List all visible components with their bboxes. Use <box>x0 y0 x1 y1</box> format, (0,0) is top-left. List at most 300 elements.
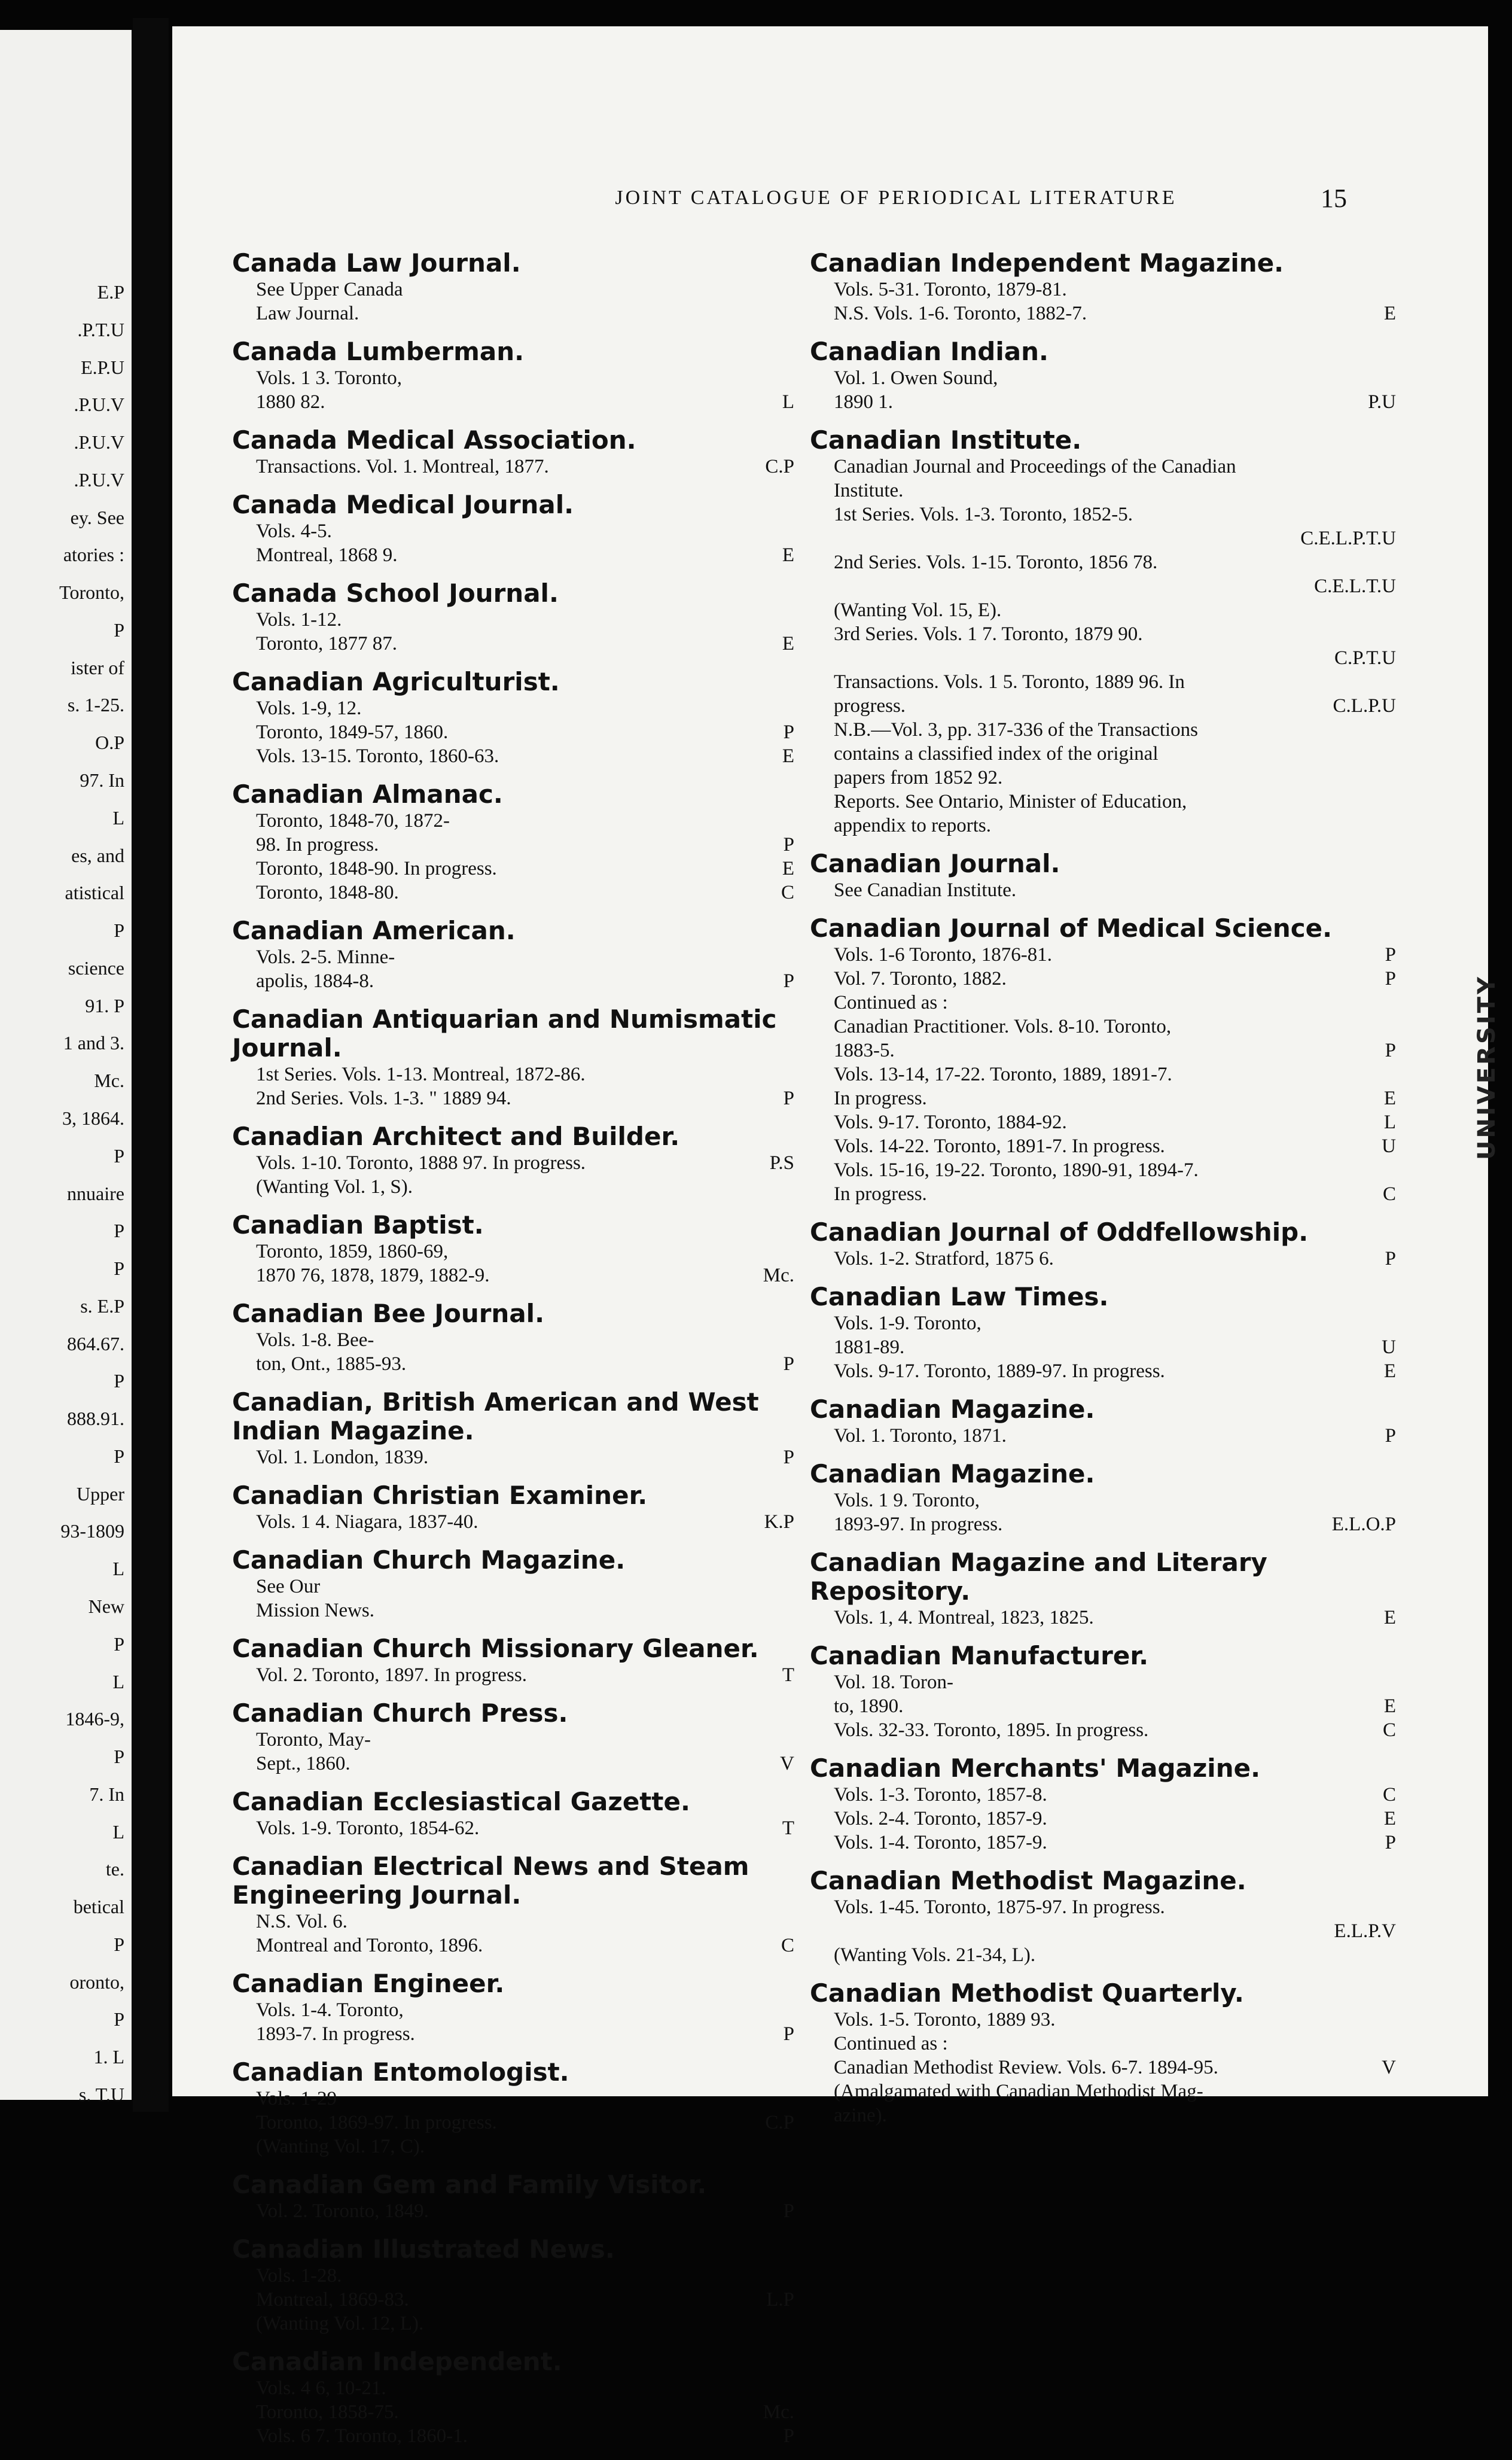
margin-fragment: P <box>114 619 124 641</box>
margin-fragment: ister of <box>71 656 124 678</box>
margin-fragment: 93-1809 <box>60 1520 124 1542</box>
catalogue-entry <box>810 1460 1396 1536</box>
margin-fragment: nnuaire <box>67 1182 124 1204</box>
entry-detail: Toronto, 1848-70, 1872- <box>256 810 450 832</box>
side-stamp-text: UNIVERSITY <box>1473 975 1501 1160</box>
entry-line <box>810 526 1396 550</box>
catalogue-entry <box>232 491 794 567</box>
entry-line <box>232 2135 794 2158</box>
entry-detail: ton, Ont., 1885-93. <box>256 1353 407 1375</box>
entry-title: Canadian Electrical News and Steam Engineering Journal. <box>232 1852 749 1910</box>
margin-fragment: .P.T.U <box>77 318 124 340</box>
entry-detail: Vols. 4 6, 10-21. <box>256 2377 386 2399</box>
entry-line <box>232 390 794 414</box>
library-symbols: C.P <box>765 456 794 477</box>
catalogue-entry <box>232 1481 794 1534</box>
entry-detail: Vols. 13-15. Toronto, 1860-63. <box>256 745 499 767</box>
entry-detail: 2nd Series. Vols. 1-15. Toronto, 1856 78. <box>834 552 1158 573</box>
library-symbols: C <box>781 882 794 903</box>
margin-fragment: atistical <box>65 882 124 904</box>
catalogue-entry <box>232 337 794 414</box>
entry-title: Canadian Methodist Magazine. <box>810 1866 1246 1895</box>
entry-title: Canadian Ecclesiastical Gazette. <box>232 1787 690 1816</box>
margin-fragment: P <box>114 1220 124 1242</box>
left-column <box>232 249 794 2460</box>
entry-detail: Vols. 1-2. Stratford, 1875 6. <box>834 1248 1054 1269</box>
margin-fragment: 7. In <box>89 1783 124 1805</box>
catalogue-entry <box>232 917 794 993</box>
entry-detail: Vols. 1 4. Niagara, 1837-40. <box>256 1511 478 1533</box>
entry-title: Canadian Almanac. <box>232 780 503 809</box>
margin-fragment: 91. P <box>85 994 124 1016</box>
catalogue-entry <box>810 426 1396 838</box>
entry-line <box>810 1424 1396 1448</box>
entry-detail: (Amalgamated with Canadian Methodist Mag- <box>834 2081 1203 2102</box>
margin-fragment: P <box>114 1633 124 1655</box>
catalogue-entry <box>232 780 794 905</box>
entry-title: Canadian Architect and Builder. <box>232 1122 680 1151</box>
library-symbols: E <box>782 858 794 879</box>
library-symbols: P.S <box>769 1152 794 1174</box>
library-symbols: Mc. <box>763 2401 794 2423</box>
entry-line <box>810 366 1396 390</box>
library-symbols: C <box>1382 1183 1396 1205</box>
entry-detail: (Wanting Vol. 12, L). <box>256 2313 424 2334</box>
entry-detail: In progress. <box>834 1088 927 1109</box>
entry-line <box>810 2008 1396 2032</box>
margin-fragment: L <box>112 1820 124 1843</box>
catalogue-entry <box>810 914 1396 1206</box>
entry-title: Canadian Antiquarian and Numismatic Journal. <box>232 1004 777 1062</box>
library-symbols: U <box>1382 1336 1396 1358</box>
entry-detail: Vols. 9-17. Toronto, 1884-92. <box>834 1112 1067 1133</box>
catalogue-entry <box>232 1211 794 1287</box>
entry-detail: Transactions. Vols. 1 5. Toronto, 1889 96. In <box>834 671 1185 693</box>
library-symbols: C <box>781 1935 794 1956</box>
entry-detail: Vols. 9-17. Toronto, 1889-97. In progress. <box>834 1360 1165 1382</box>
entry-line <box>232 1599 794 1622</box>
entry-detail: Vols. 6 7. Toronto, 1860-1. <box>256 2425 468 2447</box>
catalogue-entry <box>232 1005 794 1110</box>
entry-line <box>810 550 1396 574</box>
entry-line <box>810 1247 1396 1271</box>
entry-detail: See Our <box>256 1576 321 1597</box>
entry-line <box>810 1488 1396 1512</box>
library-symbols: E <box>1383 1360 1396 1382</box>
entry-title: Canadian Journal of Medical Science. <box>810 914 1333 943</box>
catalogue-entry <box>810 1395 1396 1448</box>
catalogue-entry <box>232 1546 794 1622</box>
entry-detail: Vols. 1-4. Toronto, <box>256 1999 404 2021</box>
entry-line <box>810 1783 1396 1807</box>
entry-line <box>232 2400 794 2424</box>
entry-line <box>810 302 1396 325</box>
catalogue-entry <box>810 1218 1396 1271</box>
entry-line <box>232 1062 794 1086</box>
entry-line <box>232 1998 794 2022</box>
catalogue-entry <box>232 1634 794 1687</box>
entry-line <box>810 670 1396 694</box>
entry-title: Canadian Merchants' Magazine. <box>810 1753 1261 1783</box>
entry-detail: 98. In progress. <box>256 834 379 855</box>
entry-title: Canadian Independent Magazine. <box>810 248 1284 278</box>
entry-line <box>810 943 1396 967</box>
entry-detail: Transactions. Vol. 1. Montreal, 1877. <box>256 456 549 477</box>
entry-detail: Vols. 1-5. Toronto, 1889 93. <box>834 2009 1056 2030</box>
entry-detail: Vol. 2. Toronto, 1849. <box>256 2200 429 2222</box>
entry-title: Canadian Magazine. <box>810 1395 1095 1424</box>
entry-line <box>810 2056 1396 2080</box>
catalogue-entry <box>810 337 1396 414</box>
entry-detail: Vols. 15-16, 19-22. Toronto, 1890-91, 1894-7. <box>834 1159 1199 1181</box>
catalogue-entry <box>232 249 794 325</box>
entry-detail: 2nd Series. Vols. 1-3. " 1889 94. <box>256 1088 511 1109</box>
entry-line <box>810 1015 1396 1039</box>
entry-detail: Toronto, 1869-97. In progress. <box>256 2112 497 2133</box>
side-stamp <box>1469 948 1505 1187</box>
margin-fragment: L <box>112 1558 124 1580</box>
entry-detail: N.B.—Vol. 3, pp. 317-336 of the Transactions <box>834 719 1198 741</box>
library-symbols: C.E.L.P.T.U <box>1300 528 1396 549</box>
entry-line <box>810 766 1396 790</box>
entry-detail: 1870 76, 1878, 1879, 1882-9. <box>256 1265 490 1286</box>
entry-title: Canadian Law Times. <box>810 1282 1109 1311</box>
entry-line <box>810 1895 1396 1919</box>
catalogue-entry <box>232 2058 794 2158</box>
margin-fragment: E.P <box>97 281 124 303</box>
entry-line <box>810 1182 1396 1206</box>
entry-detail: (Wanting Vols. 21-34, L). <box>834 1944 1036 1966</box>
library-symbols: P <box>783 2425 794 2447</box>
entry-detail: appendix to reports. <box>834 815 992 836</box>
entry-detail: Vols. 1-9. Toronto, 1854-62. <box>256 1817 480 1839</box>
entry-detail: Toronto, 1858-75. <box>256 2401 399 2423</box>
entry-line <box>810 503 1396 526</box>
library-symbols: E <box>1383 1607 1396 1628</box>
entry-detail: Vols. 1-8. Bee- <box>256 1329 374 1351</box>
entry-detail: 1893-97. In progress. <box>834 1514 1003 1535</box>
library-symbols: E <box>782 745 794 767</box>
margin-fragment: Upper <box>77 1482 124 1505</box>
entry-line <box>232 696 794 720</box>
entry-line <box>810 694 1396 718</box>
entry-line <box>232 881 794 905</box>
entry-line <box>232 632 794 656</box>
entry-line <box>810 598 1396 622</box>
catalogue-entry <box>232 1388 794 1469</box>
margin-fragment: s. E.P <box>80 1295 124 1317</box>
entry-title: Canada Medical Journal. <box>232 490 574 519</box>
library-symbols: E <box>1383 303 1396 324</box>
entry-detail: Continued as : <box>834 2033 948 2054</box>
entry-line <box>232 1934 794 1957</box>
entry-title: Canadian Church Press. <box>232 1698 568 1728</box>
entry-detail: Toronto, 1849-57, 1860. <box>256 721 449 743</box>
entry-detail: contains a classified index of the original <box>834 743 1159 765</box>
entry-detail: Vols. 1-9. Toronto, <box>834 1313 981 1334</box>
entry-detail: Vols. 5-31. Toronto, 1879-81. <box>834 279 1067 300</box>
library-symbols: V <box>1382 2057 1396 2078</box>
entry-detail: 1880 82. <box>256 391 325 413</box>
entry-line <box>810 878 1396 902</box>
entry-line <box>232 1910 794 1934</box>
entry-title: Canadian Agriculturist. <box>232 667 560 696</box>
catalogue-entry <box>232 1788 794 1840</box>
entry-detail: Reports. See Ontario, Minister of Education, <box>834 791 1187 812</box>
margin-fragment: Toronto, <box>59 581 124 604</box>
catalogue-entry <box>810 1283 1396 1383</box>
entry-detail: Vols. 2-5. Minne- <box>256 946 395 968</box>
entry-detail: Vols. 1 3. Toronto, <box>256 367 403 389</box>
entry-line <box>232 608 794 632</box>
entry-detail: Vol. 1. London, 1839. <box>256 1447 429 1468</box>
entry-line <box>810 2080 1396 2103</box>
catalogue-entry <box>810 850 1396 902</box>
library-symbols: P <box>783 1447 794 1468</box>
entry-line <box>232 744 794 768</box>
library-symbols: P <box>1385 1425 1396 1447</box>
entry-detail: azine). <box>834 2105 887 2126</box>
entry-line <box>232 1086 794 1110</box>
margin-fragment: ey. See <box>70 506 124 528</box>
library-symbols: Mc. <box>763 1265 794 1286</box>
entry-title: Canadian Christian Examiner. <box>232 1481 648 1510</box>
catalogue-entry <box>232 668 794 768</box>
margin-fragment: E.P.U <box>81 356 124 378</box>
entry-detail: Vol. 7. Toronto, 1882. <box>834 968 1007 990</box>
entry-detail: Vols. 1-45. Toronto, 1875-97. In progress. <box>834 1896 1165 1918</box>
library-symbols: T <box>782 1664 794 1686</box>
entry-line <box>232 302 794 325</box>
entry-detail: 1st Series. Vols. 1-13. Montreal, 1872-86. <box>256 1064 586 1085</box>
catalogue-entry <box>810 249 1396 325</box>
catalogue-entry <box>232 2348 794 2448</box>
margin-fragment: atories : <box>63 544 124 566</box>
catalogue-entry <box>232 2235 794 2336</box>
library-symbols: E <box>1383 1695 1396 1717</box>
entry-title: Canadian Journal of Oddfellowship. <box>810 1217 1309 1247</box>
catalogue-entry <box>232 1969 794 2046</box>
entry-line <box>232 2022 794 2046</box>
entry-line <box>232 809 794 833</box>
library-symbols: C.P <box>765 2112 794 2133</box>
entry-detail: N.S. Vols. 1-6. Toronto, 1882-7. <box>834 303 1087 324</box>
catalogue-entry <box>232 1699 794 1776</box>
entry-detail: In progress. <box>834 1183 927 1205</box>
library-symbols: K.P <box>764 1511 794 1533</box>
entry-line <box>810 479 1396 503</box>
catalogue-page <box>172 26 1501 2447</box>
entry-line <box>810 1335 1396 1359</box>
right-column <box>810 249 1396 2139</box>
entry-detail: Toronto, 1859, 1860-69, <box>256 1241 449 1262</box>
catalogue-entry <box>232 1852 794 1957</box>
library-symbols: P <box>783 970 794 992</box>
entry-detail: Vols. 1-9, 12. <box>256 698 362 719</box>
entry-line <box>810 1110 1396 1134</box>
margin-fragment: P <box>114 1144 124 1167</box>
book-gutter <box>133 18 169 2112</box>
entry-title: Canadian Independent. <box>232 2347 562 2376</box>
running-head: JOINT CATALOGUE OF PERIODICAL LITERATURE <box>615 187 1177 209</box>
library-symbols: P <box>1385 1248 1396 1269</box>
catalogue-entry <box>232 1122 794 1199</box>
entry-line <box>232 1175 794 1199</box>
entry-title: Canada Law Journal. <box>232 248 521 278</box>
entry-line <box>232 720 794 744</box>
entry-detail: 1883-5. <box>834 1040 895 1061</box>
entry-line <box>232 2376 794 2400</box>
entry-detail: 1st Series. Vols. 1-3. Toronto, 1852-5. <box>834 504 1133 525</box>
entry-detail: (Wanting Vol. 15, E). <box>834 599 1002 621</box>
entry-line <box>232 1510 794 1534</box>
page-number: 15 <box>1321 184 1347 213</box>
entry-line <box>810 2032 1396 2056</box>
entry-detail: Vol. 18. Toron- <box>834 1672 953 1693</box>
entry-title: Canadian Institute. <box>810 425 1082 455</box>
library-symbols: E <box>782 544 794 566</box>
entry-line <box>232 2424 794 2448</box>
margin-fragment: P <box>114 1746 124 1768</box>
library-symbols: P <box>1385 1832 1396 1853</box>
library-symbols: E <box>782 633 794 654</box>
entry-line <box>232 945 794 969</box>
entry-line <box>810 278 1396 302</box>
catalogue-entry <box>232 579 794 656</box>
entry-detail: Toronto, May- <box>256 1729 371 1750</box>
entry-line <box>810 1134 1396 1158</box>
entry-line <box>810 742 1396 766</box>
entry-title: Canadian Gem and Family Visitor. <box>232 2170 707 2199</box>
margin-fragment: oronto, <box>69 1971 124 1993</box>
entry-line <box>810 1831 1396 1855</box>
library-symbols: P <box>783 2023 794 2045</box>
entry-line <box>810 646 1396 670</box>
entry-detail: See Canadian Institute. <box>834 879 1017 901</box>
entry-detail: Vol. 1. Owen Sound, <box>834 367 998 389</box>
entry-line <box>810 1086 1396 1110</box>
entry-line <box>232 1352 794 1376</box>
margin-fragment: 1 and 3. <box>63 1032 124 1054</box>
entry-detail: Toronto, 1848-90. In progress. <box>256 858 497 879</box>
entry-detail: Vol. 1. Toronto, 1871. <box>834 1425 1007 1447</box>
catalogue-entry <box>810 1754 1396 1855</box>
entry-detail: papers from 1852 92. <box>834 767 1003 788</box>
library-symbols: P.U <box>1368 391 1396 413</box>
entry-title: Canada School Journal. <box>232 579 559 608</box>
entry-line <box>232 2087 794 2111</box>
margin-fragment: P <box>114 1445 124 1467</box>
library-symbols: C.P.T.U <box>1334 647 1396 669</box>
entry-title: Canadian Baptist. <box>232 1210 484 1240</box>
library-symbols: P <box>783 1353 794 1375</box>
entry-title: Canadian Bee Journal. <box>232 1299 545 1328</box>
library-symbols: C <box>1382 1719 1396 1741</box>
margin-fragment: 1. L <box>93 2046 124 2068</box>
entry-line <box>810 622 1396 646</box>
catalogue-entry <box>232 426 794 479</box>
entry-detail: Vols. 13-14, 17-22. Toronto, 1889, 1891-7. <box>834 1064 1172 1085</box>
entry-detail: apolis, 1884-8. <box>256 970 374 992</box>
entry-detail: Toronto, 1877 87. <box>256 633 398 654</box>
entry-line <box>810 390 1396 414</box>
catalogue-entry <box>810 1979 1396 2127</box>
entry-line <box>810 2103 1396 2127</box>
margin-fragment: L <box>112 1670 124 1692</box>
entry-title: Canadian Journal. <box>810 849 1060 878</box>
entry-line <box>232 278 794 302</box>
entry-line <box>810 991 1396 1015</box>
library-symbols: L <box>1383 1112 1396 1133</box>
entry-detail: Montreal and Toronto, 1896. <box>256 1935 483 1956</box>
margin-fragment: 888.91. <box>67 1408 124 1430</box>
entry-line <box>810 790 1396 814</box>
entry-title: Canadian Church Magazine. <box>232 1545 626 1575</box>
entry-detail: Continued as : <box>834 992 948 1013</box>
library-symbols: V <box>780 1753 794 1774</box>
margin-fragment: es, and <box>71 844 124 866</box>
entry-line <box>232 455 794 479</box>
entry-line <box>232 833 794 857</box>
entry-line <box>810 1919 1396 1943</box>
entry-line <box>232 2288 794 2312</box>
entry-detail: Vols. 2-4. Toronto, 1857-9. <box>834 1808 1047 1829</box>
entry-title: Canadian Church Missionary Gleaner. <box>232 1634 759 1663</box>
entry-line <box>232 1663 794 1687</box>
library-symbols: L.P <box>766 2289 794 2310</box>
library-symbols: P <box>1385 968 1396 990</box>
entry-detail: Vols. 1-4. Toronto, 1857-9. <box>834 1832 1047 1853</box>
entry-detail: Vols. 14-22. Toronto, 1891-7. In progress. <box>834 1135 1165 1157</box>
library-symbols: P <box>783 834 794 855</box>
margin-fragment: .P.U.V <box>74 468 124 491</box>
entry-detail: Vols. 1-10. Toronto, 1888 97. In progress. <box>256 1152 586 1174</box>
entry-line <box>232 2264 794 2288</box>
entry-line <box>232 2312 794 2336</box>
margin-fragment: P <box>114 1933 124 1955</box>
entry-detail: 3rd Series. Vols. 1 7. Toronto, 1879 90. <box>834 623 1143 645</box>
catalogue-entry <box>232 1299 794 1376</box>
entry-title: Canadian Methodist Quarterly. <box>810 1978 1244 2008</box>
entry-line <box>232 1752 794 1776</box>
entry-line <box>810 1670 1396 1694</box>
catalogue-entry <box>232 2170 794 2223</box>
entry-detail: 1881-89. <box>834 1336 905 1358</box>
entry-detail: Sept., 1860. <box>256 1753 350 1774</box>
entry-detail: (Wanting Vol. 1, S). <box>256 1176 413 1198</box>
entry-line <box>810 1039 1396 1062</box>
entry-detail: Law Journal. <box>256 303 359 324</box>
entry-line <box>232 366 794 390</box>
entry-line <box>810 455 1396 479</box>
margin-fragment: New <box>88 1596 124 1617</box>
margin-fragment: O.P <box>95 732 124 754</box>
margin-fragment: s. 1-25. <box>67 694 124 716</box>
entry-detail: Institute. <box>834 480 904 501</box>
entry-detail: 1890 1. <box>834 391 893 413</box>
library-symbols: E.L.P.V <box>1334 1920 1396 1942</box>
margin-fragment: s. T.U <box>78 2084 124 2106</box>
margin-fragment: te. <box>105 1858 124 1880</box>
entry-line <box>810 1158 1396 1182</box>
margin-fragment: Mc. <box>94 1070 124 1092</box>
entry-line <box>232 543 794 567</box>
library-symbols: P <box>783 721 794 743</box>
margin-fragment: .P.U.V <box>74 394 124 416</box>
entry-detail: 1893-7. In progress. <box>256 2023 415 2045</box>
entry-title: Canadian Manufacturer. <box>810 1641 1149 1670</box>
entry-line <box>232 1728 794 1752</box>
